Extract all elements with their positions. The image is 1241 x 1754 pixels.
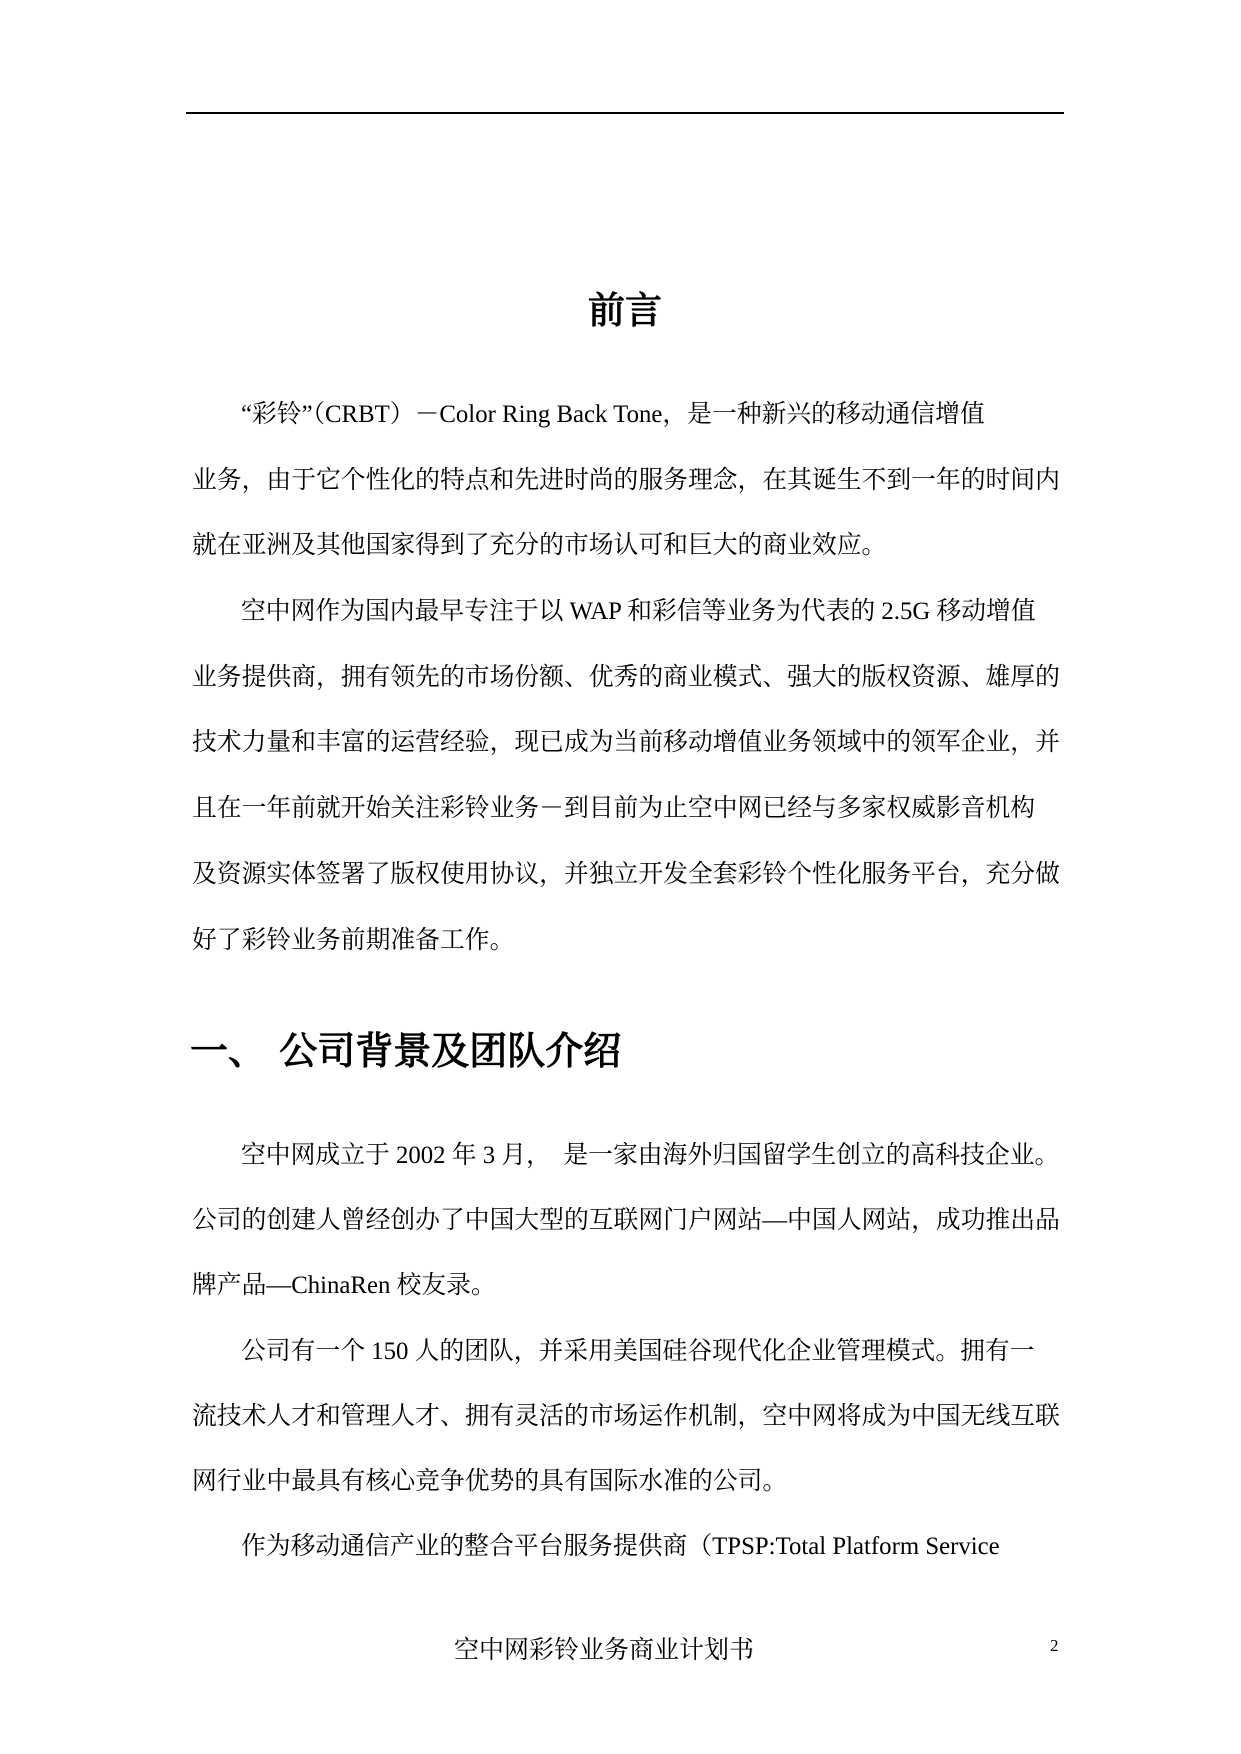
paragraph (192, 1514, 1092, 1579)
paragraph (192, 1123, 1092, 1319)
paragraph (192, 1319, 1092, 1515)
paragraph-line: 空中网成立于 2002 年 3 月， 是一家由海外归国留学生创立的高科技企业。 (241, 1142, 1060, 1169)
paragraph-line: 就在亚洲及其他国家得到了充分的市场认可和巨大的商业效应。 (192, 532, 887, 560)
paragraph-line: 网行业中最具有核心竞争优势的具有国际水准的公司。 (192, 1467, 788, 1495)
page-title: 前言 (588, 288, 662, 332)
paragraph-line: “彩铃”（CRBT）－Color Ring Back Tone，是一种新兴的移动通信增值 (241, 401, 985, 428)
paragraph-line: 流技术人才和管理人才、拥有灵活的市场运作机制，空中网将成为中国无线互联 (192, 1402, 1060, 1430)
paragraph-line: 且在一年前就开始关注彩铃业务－到目前为止空中网已经与多家权威影音机构 (192, 795, 1036, 823)
paragraph-line: 好了彩铃业务前期准备工作。 (192, 926, 515, 954)
paragraph-line: 空中网作为国内最早专注于以 WAP 和彩信等业务为代表的 2.5G 移动增值 (241, 598, 1036, 626)
paragraph-line: 作为移动通信产业的整合平台服务提供商（TPSP:Total Platform Service (241, 1533, 1000, 1561)
header-rule (186, 112, 1064, 114)
page-number: 2 (1050, 1636, 1059, 1655)
paragraph-line: 及资源实体签署了版权使用协议，并独立开发全套彩铃个性化服务平台，充分做 (192, 860, 1060, 888)
paragraph-line: 技术力量和丰富的运营经验，现已成为当前移动增值业务领域中的领军企业，并 (192, 729, 1060, 757)
paragraph-line: 公司有一个 150 人的团队，并采用美国硅谷现代化企业管理模式。拥有一 (241, 1337, 1035, 1365)
section-body (192, 1123, 1092, 1579)
paragraph (192, 382, 1092, 579)
paragraph-line: 牌产品—ChinaRen 校友录。 (192, 1272, 496, 1300)
paragraph-line: 业务，由于它个性化的特点和先进时尚的服务理念，在其诞生不到一年的时间内 (192, 466, 1060, 494)
paragraph-line: 业务提供商，拥有领先的市场份额、优秀的商业模式、强大的版权资源、雄厚的 (192, 663, 1060, 691)
paragraph (192, 579, 1092, 973)
section-heading: 一、 公司背景及团队介绍 (190, 1029, 622, 1073)
paragraph-line: 公司的创建人曾经创办了中国大型的互联网门户网站—中国人网站，成功推出品 (192, 1207, 1060, 1235)
preface-body (192, 382, 1092, 973)
footer-document-title: 空中网彩铃业务商业计划书 (453, 1635, 754, 1664)
